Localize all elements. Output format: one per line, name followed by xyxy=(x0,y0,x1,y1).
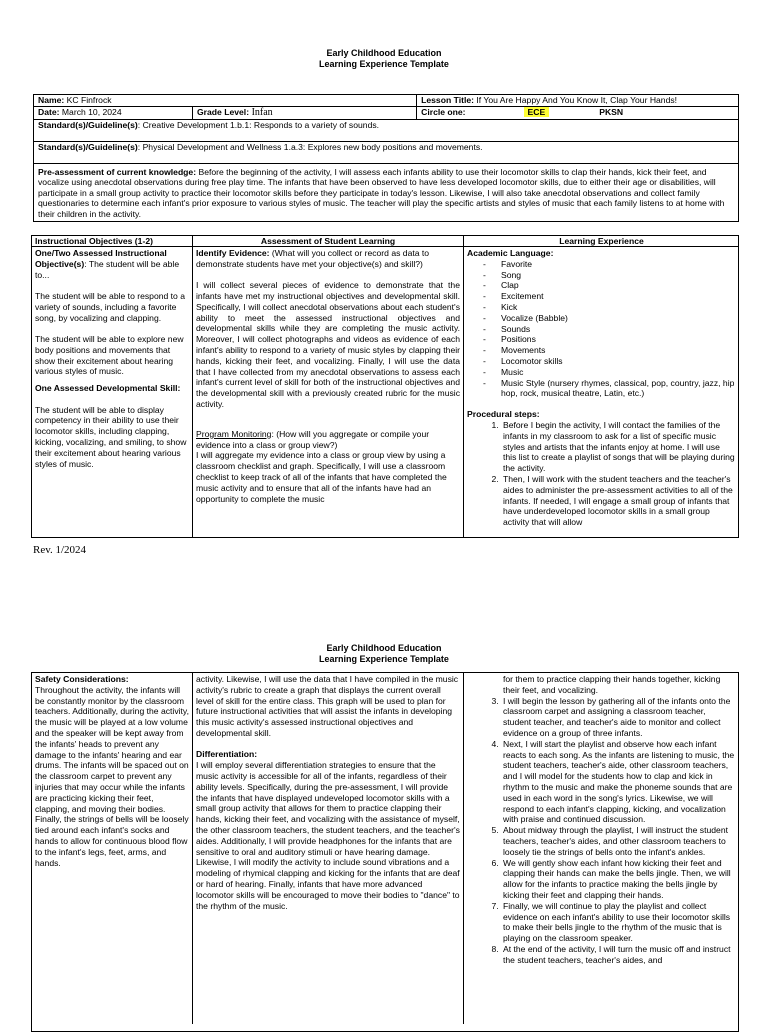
standard1-text: : Creative Development 1.b.1: Responds to a variety of sounds. xyxy=(137,119,380,130)
col-header-objectives: Instructional Objectives (1-2) xyxy=(35,236,153,246)
procedural-steps-list xyxy=(467,420,735,528)
vocab-item: - Vocalize (Babble) xyxy=(483,313,735,324)
vocab-item: - Excitement xyxy=(483,291,735,302)
differentiation-label: Differentiation: xyxy=(196,749,258,760)
procedural-step: 7. Finally, we will continue to play the playlist and collect evidence on each infant's ability to use their locomotor skills to make their bells jingle to the rhythm of the music that is playing on the classroom speaker. xyxy=(501,901,735,944)
vocab-item: - Favorite xyxy=(483,259,735,270)
procedural-step: 8. At the end of the activity, I will turn the music off and instruct the student teachers, teacher's aides, and xyxy=(501,944,735,966)
procedural-steps-label: Procedural steps: xyxy=(467,409,540,420)
program-monitoring-text: I will aggregate my evidence into a class or group view by using a classroom checklist and graph. Specifically, I will use a classroom checklist to keep track of all of the infants that have completed the music activity and to ensure that all of the infants have had an opportunity to complete the music xyxy=(196,450,447,504)
objectives-column xyxy=(31,247,193,537)
vocab-item: - Clap xyxy=(483,280,735,291)
preassess-label: Pre-assessment of current knowledge: xyxy=(38,166,197,177)
revision-footer: Rev. 1/2024 xyxy=(33,544,87,556)
academic-language-label: Academic Language: xyxy=(467,248,554,258)
standard1-cell xyxy=(34,119,739,141)
program-monitoring-label: Program Monitoring xyxy=(196,428,272,439)
standard2-label: Standard(s)/Guideline(s) xyxy=(38,141,138,152)
assessment-continued-column xyxy=(192,673,464,1024)
preassess-text: Before the beginning of the activity, I will assess each infants ability to use their locomotor skills to clap their hands, kick their feet, and vocalize using anecdotal observations during free play time. The infants that have been observed to have less developed locomotor skills, due to either their age or disabilities, will participate in a small group activity to practice their locomotor skills before they participate in today's lesson. Likewise, I will also take anecdotal observations and collect family questionaries to determine each infant's prior exposure to various styles of music. The teacher will play the specific artists and styles of music that each family listens to at home with their children in the activity. xyxy=(38,166,725,219)
objectives-heading: One/Two Assessed Instructional Objective(s) xyxy=(35,248,167,269)
procedural-step: 1. Before I begin the activity, I will contact the families of the infants in my classroom to ask for a list of specific music styles and artists that the infants enjoy at home. I will use this list to create a playlist of songs that will be playing during the activity. xyxy=(501,420,735,474)
lesson-info-table xyxy=(33,94,739,222)
vocab-item: - Movements xyxy=(483,345,735,356)
objective-2: The student will be able to explore new body positions and movements that show their excitement about hearing various styles of music. xyxy=(35,333,184,377)
vocab-item: - Kick xyxy=(483,302,735,313)
col-header-experience: Learning Experience xyxy=(559,236,644,246)
objectives-heading-tail: : The student will be able to... xyxy=(35,258,180,280)
program-monitoring-prompt: : (How will you aggregate or compile your evidence into a class or group view?) xyxy=(196,428,430,450)
procedural-step-2-continued: for them to practice clapping their hands together, kicking their feet, and vocalizing. xyxy=(503,674,721,695)
vocabulary-list xyxy=(467,259,735,399)
vocab-item: - Song xyxy=(483,270,735,281)
differentiation-text: I will employ several differentiation strategies to ensure that the music activity is accessible for all of the infants, regardless of their ability levels. Specifically, during the pre-assessment, I will provide the infants that have displayed undeveloped locomotor skills with a small group activity that allows for them to practice clapping their hands, kicking their feet, and vocalizing with the assistance of myself, the other classroom teachers, the student teachers, and the teacher's aides. Additionally, I will provide headphones for the infants that are sensitive to oral and auditory stimuli or have hearing damage. Likewise, I will modify the activity to include sound vibrations and a modeling of rhymical clapping and kicking for the infants that are deaf or hard of hearing. Finally, infants that have more advanced locomotor skills will be encouraged to move their bodies to "dance" to the rhythm of the music. xyxy=(196,760,460,911)
procedural-step: 6. We will gently show each infant how kicking their feet and clapping their hands can make the bells jingle. Then, we will allow for the infants to practice making the bells jingle by kicking their feet and clapping their hands. xyxy=(501,858,735,901)
vocab-item: - Locomotor skills xyxy=(483,356,735,367)
name-label: Name: xyxy=(38,95,65,105)
grade-value: Infan xyxy=(249,107,273,118)
identify-evidence-label: Identify Evidence: xyxy=(196,248,270,258)
grade-label: Grade Level: xyxy=(197,107,250,117)
date-cell xyxy=(34,107,193,120)
circle-cell xyxy=(417,107,739,120)
grade-cell xyxy=(193,107,417,120)
procedural-steps-continued-list xyxy=(467,696,735,966)
identify-evidence-prompt: (What will you collect or record as data to demonstrate students have met your objective(s) and skill?) xyxy=(196,248,430,269)
safety-text: Throughout the activity, the infants will be constantly monitor by the classroom teachers. Additionally, during the activity, the music will be played at a low volume and the speaker will be kept away from the infants' heads to prevent any damage to the infants' hearing and ear drums. The infants will be spaced out on the classroom carpet to prevent any injuries that may occur while the infants are practicing kicking their feet, clapping, and moving their bodies. Finally, the strings of bells will be loosely tied around each infant's socks and hands to allow for continuous blood flow to the infant's legs, feet, arms, and hands. xyxy=(35,684,189,868)
safety-column xyxy=(31,673,193,1024)
procedural-step: 3. I will begin the lesson by gathering all of the infants onto the classroom carpet and assigning a classroom teacher, student teacher, and teacher's aide to monitor and collect evidence on a group of three infants. xyxy=(501,696,735,739)
vocab-item: - Positions xyxy=(483,334,735,345)
procedural-step: 4. Next, I will start the playlist and observe how each infant reacts to each song. As the infants are listening to music, the student teachers, teacher's aide, other classroom teachers, and I will model for the students how to clap and kick in rhythm to the music and make the phoneme sounds that are used in each word in the song's lyrics. Likewise, we will respond to each infant's clapping, kicking, and vocalization with praise and continued discussion. xyxy=(501,739,735,825)
page2-header-line2: Learning Experience Template xyxy=(319,654,449,664)
procedural-step: 2. Then, I will work with the student teachers and the teacher's aides to administer the pre-assessment activities to all of the infants. If needed, I will engage a small group of infants that have underdeveloped locomotor skills in a small group activity that will allow xyxy=(501,474,735,528)
experience-continued-column xyxy=(463,673,739,1024)
safety-label: Safety Considerations: xyxy=(35,674,129,684)
developmental-skill-heading: One Assessed Developmental Skill: xyxy=(35,383,181,394)
assessment-column xyxy=(192,247,464,537)
experience-column xyxy=(463,247,739,537)
page1-header-line1: Early Childhood Education xyxy=(326,48,442,58)
name-cell xyxy=(34,95,417,107)
circle-label: Circle one: xyxy=(421,107,466,117)
standard1-label: Standard(s)/Guideline(s) xyxy=(38,119,138,130)
circle-option-ece: ECE xyxy=(524,107,550,117)
page1-header-line2: Learning Experience Template xyxy=(319,59,449,69)
identify-evidence-text: I will collect several pieces of evidence to demonstrate that the infants have met my instructional objectives and developmental skill. Specifically, I will collect anecdotal observations about each student's ability to meet the assessed instructional objectives and developmental skills while they are completing the music activity. Moreover, I will collect photographs and videos as evidence of each infant's ability to respond to a variety of music styles by clapping their hands, kicking their feet, and vocalizing. Finally, I will use the data that I have collected from my anecdotal observations to assess each infant's current level of skill for both of the instructional objectives and the developmental skill with a previously created rubric for the music activity. xyxy=(196,280,460,409)
date-value: March 10, 2024 xyxy=(59,107,122,117)
procedural-step: 5. About midway through the playlist, I will instruct the student teachers, teacher's aides, and other classroom teachers to loosely tie the strings of bells onto the infant's ankles. xyxy=(501,825,735,857)
standard2-text: : Physical Development and Wellness 1.a.3: Explores new body positions and movements. xyxy=(137,141,483,152)
col-header-assessment: Assessment of Student Learning xyxy=(260,236,396,246)
lesson-title-value: If You Are Happy And You Know It, Clap Your Hands! xyxy=(473,95,678,105)
preassessment-cell xyxy=(34,163,739,221)
lesson-title-cell xyxy=(417,95,739,107)
standard2-cell xyxy=(34,141,739,163)
objective-1: The student will be able to respond to a variety of sounds, including a favorite song, by vocalizing and clapping. xyxy=(35,290,186,323)
page2-header-line1: Early Childhood Education xyxy=(326,643,442,653)
vocab-item: - Sounds xyxy=(483,324,735,335)
date-label: Date: xyxy=(38,107,60,117)
program-monitoring-continued: activity. Likewise, I will use the data that I have compiled in the music activity's rubric to create a graph that displays the current overall level of skill for the entire class. This graph will be used to plan for future instructional activities that will assist the infants in developing this music activity's assessed instructional objectives and developmental skill. xyxy=(196,674,459,738)
vocab-item: - Music xyxy=(483,367,735,378)
circle-option-pksn: PKSN xyxy=(599,107,624,117)
name-value: KC Finfrock xyxy=(64,95,112,105)
vocab-item: - Music Style (nursery rhymes, classical, pop, country, jazz, hip hop, rock, musical theatre, Latin, etc.) xyxy=(483,378,735,400)
lesson-title-label: Lesson Title: xyxy=(421,95,474,105)
developmental-skill-text: The student will be able to display competency in their ability to use their locomotor skills, including clapping, kicking, vocalizing, and smiling, to show their excitement about hearing various styles of music. xyxy=(35,404,187,469)
